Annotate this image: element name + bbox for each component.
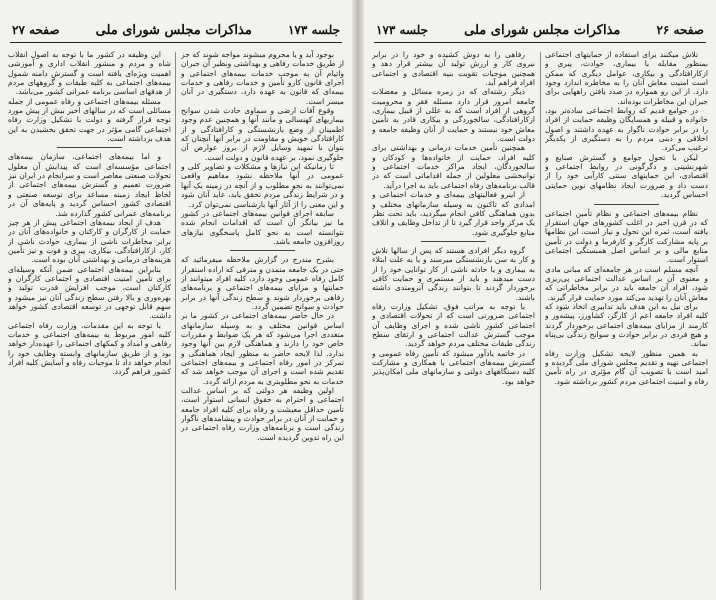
left-page-columns: [8, 50, 344, 592]
paragraph: نظام بیمه‌های اجتماعی و نظام تأمین اجتماعی که در قرن اخیر در اغلب کشورهای جهان استقرار یافته است، ثمره این تحول و نیاز است. این نظامها بر پایه مشارکت کارگر و کارفرما و دولت در تأمین منابع مالی و بر اساس اصل همبستگی اجتماعی استوار است.: [545, 208, 708, 265]
paragraph: اولین وظیفه هر دولتی که بر اساس عدالت اجتماعی و احترام به حقوق انسانی استوار است، تأمین حداقل معیشت و رفاه برای کلیه افراد جامعه و حمایت از آنان در برابر حوادث و پیشامدهای ناگوار زندگی است و برنامه‌های وزارت رفاه اجتماعی در این راه تدوین گردیده است.: [181, 386, 344, 442]
left-page-header: [12, 20, 340, 40]
left-page-title: مذاکرات مجلس شورای ملی: [95, 22, 252, 38]
paragraph: از اینرو فعالیتهای بیمه‌ای و خدمات اجتماعی و امدادی که تاکنون به وسیله سازمانهای مختلف و بدون هماهنگی کافی انجام میگردید، باید تحت نظر یک مرکز واحد قرار گیرد تا از تداخل وظایف و اتلاف منابع جلوگیری شود.: [372, 190, 535, 237]
right-page-session: جلسه ۱۷۳: [376, 23, 429, 37]
paragraph: مسئله بیمه‌های اجتماعی و رفاه عمومی از جمله مسائلی است که در سالهای اخیر بیش از پیش مورد توجه قرار گرفته و دولت با تشکیل وزارت رفاه اجتماعی گامی مؤثر در جهت تحقق بخشیدن به این هدف برداشته است.: [8, 96, 171, 144]
paragraph: آنچه مسلم است در هر جامعه‌ای که مبانی مادی و معنوی آن بر اساس عدالت اجتماعی پی‌ریزی شود، افراد آن جامعه باید در برابر مخاطراتی که معاش آنان را تهدید می‌کند مورد حمایت قرار گیرند.: [545, 264, 708, 302]
left-column-divider: [175, 52, 176, 590]
section-divider: [594, 204, 659, 205]
paragraph: در خاتمه یادآور میشود که تأمین رفاه عمومی و گسترش بیمه‌های اجتماعی با همکاری و مشارکت کلیه دستگاههای دولتی و سازمانهای ملی امکان‌پذیر خواهد بود.: [372, 348, 535, 386]
left-page: [0, 0, 352, 600]
left-page-left-column: [8, 50, 171, 592]
right-column-divider: [540, 52, 541, 590]
right-header-rule: [374, 42, 706, 43]
section-divider: [230, 250, 295, 251]
left-page-right-column: [181, 50, 344, 592]
paragraph: بشرح مندرج در گزارش ملاحظه میفرمائید که حتی در یک جامعه متمدن و مترقی که اراده استقرار کامل رفاه عمومی وجود دارد، کلیه افراد میتوانند از حمایتها و مزایای بیمه‌های اجتماعی و برنامه‌های رفاهی برخوردار شوند و سطح زندگی آنها در برابر حوادث و سوانح تضمین گردد.: [181, 255, 344, 311]
right-page-right-column: [545, 50, 708, 592]
left-page-number: صفحه ۲۷: [12, 23, 60, 37]
paragraph: با توجه به مراتب فوق، تشکیل وزارت رفاه اجتماعی ضرورتی است که از تحولات اقتصادی و اجتماعی کشور ناشی شده و اجرای وظایف آن موجب گسترش عدالت اجتماعی و ارتقای سطح زندگی طبقات مختلف مردم خواهد گردید.: [372, 301, 535, 349]
right-page-header: [376, 20, 704, 40]
paragraph: رفاهی را به دوش کشیده و خود را در برابر نیروی کار و ارزش تولید آن بیشتر قرار دهد و همچنین موجبات تقویت بنیه اقتصادی و اجتماعی افراد فراهم آید.: [372, 50, 535, 88]
paragraph: با توجه به این مقدمات، وزارت رفاه اجتماعی کلیه امور مربوط به بیمه‌های اجتماعی و خدمات رفاهی و امداد و کمکهای اجتماعی را عهده‌دار خواهد بود و از طریق سازمانهای وابسته وظایف خود را انجام خواهد داد تا موجبات رفاه و آسایش کلیه افراد کشور فراهم گردد.: [8, 320, 171, 377]
left-header-rule: [10, 42, 342, 43]
right-page: [364, 0, 716, 600]
right-page-number: صفحه ۲۶: [656, 23, 704, 37]
paragraph: در حال حاضر بیمه‌های اجتماعی در کشور ما بر اساس قوانین مختلف و به وسیله سازمانهای متعددی اجرا می‌شود که هر یک ضوابط و مقررات خاص خود را دارند و هماهنگی لازم بین آنها وجود ندارد. لذا لایحه حاضر به منظور ایجاد هماهنگی و تمرکز در امور رفاه اجتماعی و بیمه‌های اجتماعی تقدیم شده است و اجرای آن موجب خواهد شد که خدمات به نحو مطلوبتری به مردم ارائه گردد.: [181, 311, 344, 386]
paragraph: و اما بیمه‌های اجتماعی، سازمان بیمه‌های اجتماعی مؤسسه‌ای است که پیدایش آن معلول تحولات صنعتی معاصر است و سرانجام در ایران نیز ضرورت تعمیم و گسترش بیمه‌های اجتماعی از لحاظ ایجاد زمینه مساعد برای توسعه صنعتی و اقتصادی کشور احساس گردید و پایه‌های آن در برنامه‌های عمرانی کشور گذارده شد.: [8, 152, 171, 218]
right-page-left-column: [372, 50, 535, 592]
right-page-title: مذاکرات مجلس شورای ملی: [464, 22, 621, 38]
paragraph: تا زمانیکه این نیازها و مشکلات و تصاویر کلی و عمومی در آنها ملاحظه نشود مفاهیم واقعی نمی‌توانند به نحو مطلوب و از آنچه در زمینه یک آنها و در شرایط زندگی مردم تحقق یابد، عاید آنان شود و این معنی را از آثار آنها بازشناسی نمی‌توان کرد.: [181, 162, 344, 209]
paragraph: دیگر رشته‌ای که در زمره مسائل و معضلات جامعه امروز قرار دارد مسئله فقر و محرومیت گروهی از افراد است که به عللی از قبیل بیماری، ازکارافتادگی، سالخوردگی و بیکاری قادر به تأمین معاش خود نیستند و حمایت از آنان وظیفه جامعه و دولت است.: [372, 87, 535, 144]
paragraph: تلاش میکنند برای استفاده از حمایتهای اجتماعی بمنظور مقابله با بیماری، حوادث، پیری و ازکارافتادگی و بیکاری، عوامل دیگری که ممکن است امنیت معاش آنان را به مخاطره اندازد وجود دارد. از این رو همواره در صدد یافتن راههایی برای جبران این مخاطرات بوده‌اند.: [545, 50, 708, 106]
paragraph: سابقه اجرای قوانین بیمه‌های اجتماعی در کشور ما نیز بیانگر آن است که اقدامات انجام شده نتوانسته است به نحو کامل پاسخگوی نیازهای روزافزون جامعه باشد.: [181, 208, 344, 246]
paragraph: برای نیل به این هدف باید تدابیری اتخاذ شود که کلیه افراد جامعه اعم از کارگر، کشاورز، پیشه‌ور و کارمند از مزایای بیمه‌های اجتماعی برخوردار گردند و هیچ فردی در برابر حوادث و سوانح زندگی بی‌پناه نماند.: [545, 301, 708, 349]
paragraph: این وظیفه در کشور ما با توجه به اصول انقلاب شاه و مردم و منشور انقلاب اداری و آموزشی اهمیت ویژه‌ای یافته است و گسترش دامنه شمول بیمه‌های اجتماعی به کلیه طبقات و گروههای مردم از هدفهای اساسی برنامه عمرانی کشور می‌باشد.: [8, 50, 171, 97]
paragraph: بنابراین بیمه‌های اجتماعی ضمن آنکه وسیله‌ای برای تأمین امنیت اقتصادی و اجتماعی کارگران و کارکنان است، موجب افزایش قدرت تولید و بهره‌وری و بالا رفتن سطح زندگی آنان نیز میشود و سهم قابل توجهی در توسعه اقتصادی کشور خواهد داشت.: [8, 264, 171, 321]
paragraph: در جوامع قدیم که روابط اجتماعی ساده‌تر بود، خانواده و قبیله و همسایگان وظیفه حمایت از افراد را در برابر حوادث ناگوار به عهده داشتند و اصول اخلاقی و دینی مردم را به دستگیری از یکدیگر ترغیب می‌کرد.: [545, 106, 708, 153]
paragraph: لیکن با تحول جوامع و گسترش صنایع و شهرنشینی و دگرگونی در روابط اجتماعی و اقتصادی، این حمایتهای سنتی کارآیی خود را از دست داد و ضرورت ایجاد نظامهای نوین حمایتی احساس گردید.: [545, 152, 708, 200]
section-divider: [57, 147, 122, 148]
paragraph: همچنین تأمین خدمات درمانی و بهداشتی برای کلیه افراد، حمایت از خانواده‌ها و کودکان و سالخوردگان، ایجاد مراکز خدمات اجتماعی و توانبخشی معلولین از جمله اقداماتی است که در قالب برنامه‌های رفاه اجتماعی باید به اجرا درآید.: [372, 143, 535, 190]
left-page-session: جلسه ۱۷۳: [287, 23, 340, 37]
paragraph: هدف از ایجاد بیمه‌های اجتماعی پیش از هر چیز حمایت از کارگران و کارکنان و خانواده‌های آنان در برابر مخاطرات ناشی از بیماری، حوادث ناشی از کار، ازکارافتادگی، بیکاری، پیری و فوت و نیز تأمین هزینه‌های درمانی و بهداشتی آنان بوده است.: [8, 217, 171, 265]
paragraph: به همین منظور لایحه تشکیل وزارت رفاه اجتماعی تهیه و تقدیم مجلس شورای ملی گردیده و امید است با تصویب آن گام مؤثری در راه تأمین رفاه و امنیت اجتماعی مردم کشور برداشته شود.: [545, 348, 708, 386]
paragraph: گروه دیگر افرادی هستند که پس از سالها تلاش و کار به سن بازنشستگی میرسند و یا به علت ابتلاء به بیماری و یا حادثه ناشی از کار توانایی خود را از دست میدهند و باید از مستمری و حمایت کافی برخوردار گردند تا بتوانند زندگی آبرومندی داشته باشند.: [372, 245, 535, 302]
section-divider: [421, 241, 486, 242]
paragraph: بوجود آید و یا محروم میشوند مواجه شوند که جز از طریق خدمات رفاهی و بهداشتی ونظیر آن جبران واتیام آن به موجب خدمات بیمه‌های اجتماعی و اجرای قانون کارو تأمین و خدمات رفاهی و خدمات بیمه‌ای که قانون به عهده دارد، دستگیری در آنان میسر است.: [181, 50, 344, 106]
book-gutter: [352, 0, 364, 600]
paragraph: وقوع آفات ارضی و سماوی حادث شدن سوانح بیماریهای کهنسالی و مانند آنها و همچنین عدم وجود اطمینان از وضع بازنشستگی و کارافتادگی و از کارافتادگی خویش و مقاومت در برابر آنها آنچنان که بتوان با تمهید وسایل لازم از بروز عوارض آن جلوگیری نمود، بر عهده قانون و دولت است.: [181, 106, 344, 162]
